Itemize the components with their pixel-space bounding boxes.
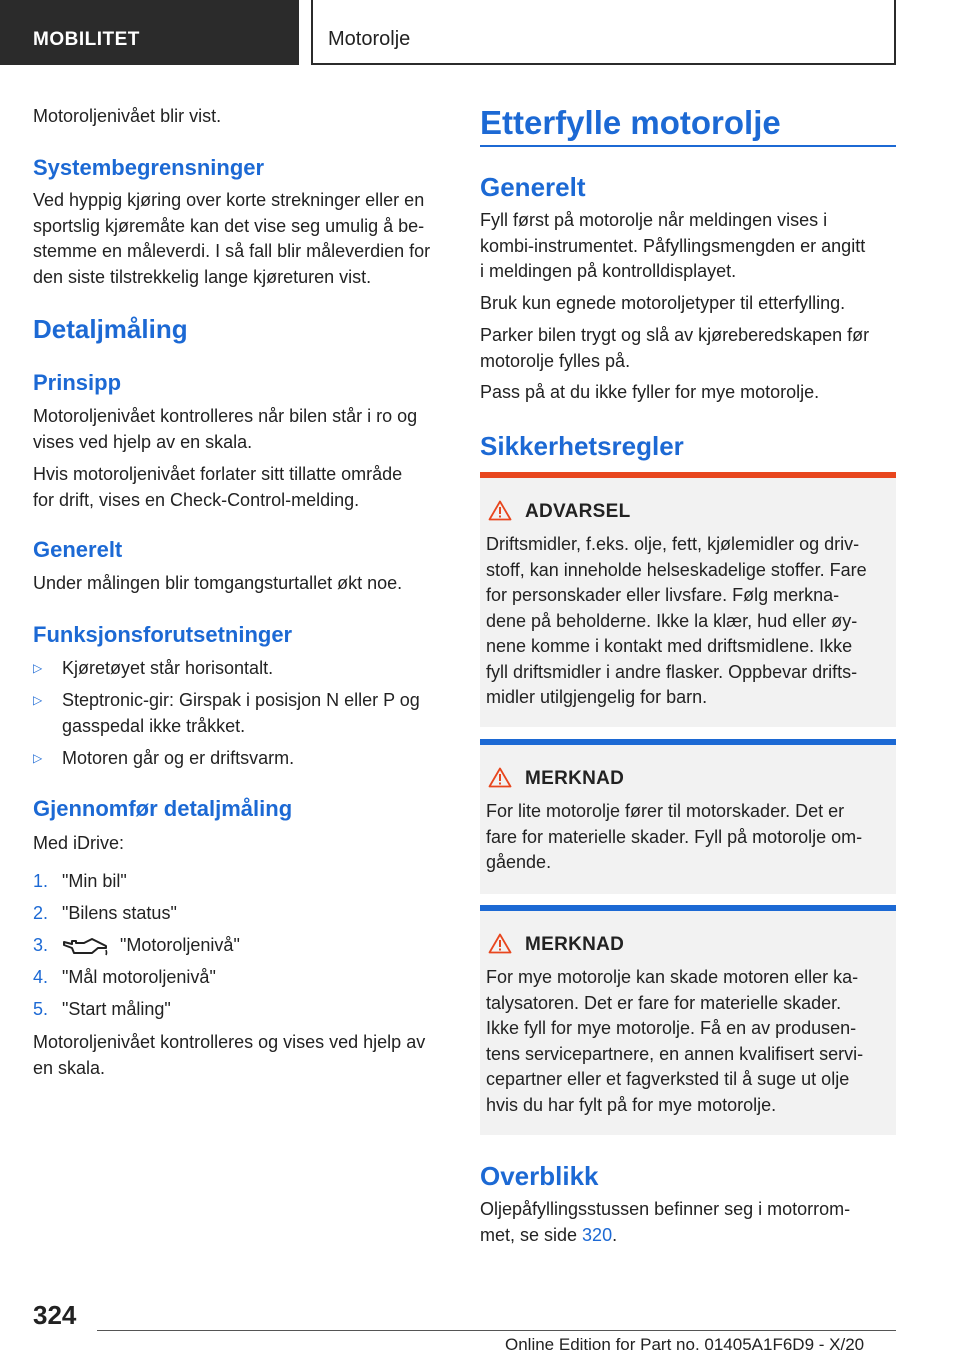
text-line: kombi-instrumentet. Påfyllingsmengden er angitt <box>480 235 866 256</box>
chapter-title: Motorolje <box>328 28 411 50</box>
text-fragment: met, se side <box>480 1224 583 1245</box>
step-text: "Mål motoroljenivå" <box>62 967 216 987</box>
text-line: nene komme i kontakt med driftsmidlene. Ikke <box>486 636 853 656</box>
notice-body <box>486 799 892 876</box>
text-line: talysatoren. Det er fare for materielle skader. <box>486 992 842 1013</box>
warning-triangle-icon <box>488 933 512 954</box>
heading-sikkerhetsregler: Sikkerhetsregler <box>480 431 684 461</box>
step-number: 1. <box>33 871 49 891</box>
footer-divider <box>97 1330 896 1331</box>
generelt-right-p4: Pass på at du ikke fyller for mye motorolje. <box>480 382 820 402</box>
text-line: stoff, kan inneholde helseskadelige stoffer. Fare <box>486 559 867 580</box>
step-number: 4. <box>33 967 49 987</box>
text-line: dene på beholderne. Ikke la klær, hud eller øy- <box>486 610 858 631</box>
text-line: stemme en måleverdi. I så fall blir måleverdien for <box>33 241 431 261</box>
gjennomfor-intro: Med iDrive: <box>33 833 125 853</box>
warning-body <box>486 532 892 711</box>
text-line: Motoroljenivået kontrolleres når bilen står i ro og <box>33 406 418 426</box>
text-line: For lite motorolje fører til motorskader. Det er <box>486 801 845 821</box>
page-title: Etterfylle motorolje <box>480 104 781 141</box>
overblikk-text <box>480 1197 850 1248</box>
warning-box <box>480 472 896 727</box>
section-label: MOBILITET <box>33 29 140 50</box>
generelt-right-p2: Bruk kun egnede motoroljetyper til etterfylling. <box>480 293 846 313</box>
text-line: Motoren går og er driftsvarm. <box>62 748 295 768</box>
heading-prinsipp: Prinsipp <box>33 370 122 395</box>
text-line: en skala. <box>33 1057 106 1078</box>
text-line: vises ved hjelp av en skala. <box>33 431 253 452</box>
text-line: gasspedal ikke tråkket. <box>62 715 246 736</box>
warning-triangle-icon <box>488 500 512 521</box>
text-fragment: . <box>612 1224 618 1245</box>
generelt-left-text: Under målingen blir tomgangsturtallet økt noe. <box>33 573 403 593</box>
gjennomfor-outro <box>33 1030 425 1081</box>
heading-generelt-right: Generelt <box>480 172 586 202</box>
heading-detaljmaling: Detaljmåling <box>33 314 188 344</box>
triangle-bullet-icon: ▷ <box>33 751 43 765</box>
heading-systembegrensninger: Systembegrensninger <box>33 155 265 180</box>
text-line: cepartner eller et fagverksted til å suge ut olje <box>486 1069 850 1089</box>
text-line: Motoroljenivået kontrolleres og vises ved hjelp av <box>33 1032 426 1052</box>
chapter-title-box <box>311 0 896 65</box>
intro-text: Motoroljenivået blir vist. <box>33 106 222 126</box>
text-line: fare for materielle skader. Fyll på motorolje om- <box>486 826 863 847</box>
step-number: 3. <box>33 935 49 955</box>
warning-title: ADVARSEL <box>525 501 631 522</box>
text-line: den siste tilstrekkelig lange kjøreturen vist. <box>33 266 372 287</box>
heading-overblikk: Overblikk <box>480 1161 599 1191</box>
page-number: 324 <box>33 1300 77 1330</box>
heading-generelt-left: Generelt <box>33 537 123 562</box>
warning-bar <box>480 472 896 478</box>
text-line: Parker bilen trygt og slå av kjøreberedskapen før <box>480 325 870 345</box>
text-line: for personskader eller livsfare. Følg merkna- <box>486 585 840 605</box>
notice-box <box>480 905 896 1135</box>
triangle-bullet-icon: ▷ <box>33 661 43 675</box>
title-underline <box>480 145 896 147</box>
warning-triangle-icon <box>488 767 512 788</box>
step-label: "Motoroljenivå" <box>120 935 240 955</box>
text-line: Hvis motoroljenivået forlater sitt tillatte område <box>33 464 403 484</box>
text-line: midler utilgjengelig for barn. <box>486 687 708 707</box>
text-line: For mye motorolje kan skade motoren eller ka- <box>486 967 859 987</box>
text-line: Fyll først på motorolje når meldingen vises i <box>480 210 828 230</box>
text-line: for drift, vises en Check-Control-melding. <box>33 489 360 510</box>
generelt-right-p1 <box>480 208 865 285</box>
step-number: 5. <box>33 999 49 1019</box>
text-line: fyll driftsmidler i andre flasker. Oppbevar drifts- <box>486 661 858 682</box>
triangle-bullet-icon: ▷ <box>33 693 43 707</box>
notice-bar <box>480 739 896 745</box>
text-line: Kjøretøyet står horisontalt. <box>62 658 274 678</box>
text-line: Ikke fyll for mye motorolje. Få en av produsen- <box>486 1018 857 1038</box>
systembegrensninger-text <box>33 188 430 290</box>
prinsipp-p1 <box>33 404 417 455</box>
text-line: Driftsmidler, f.eks. olje, fett, kjølemidler og driv- <box>486 534 860 554</box>
notice-title: MERKNAD <box>525 934 625 955</box>
text-line: i meldingen på kontrolldisplayet. <box>480 261 737 281</box>
text-line: Ved hyppig kjøring over korte strekninger eller en <box>33 190 425 210</box>
notice-box <box>480 739 896 894</box>
text-line: tens servicepartnere, en annen kvalifisert servi- <box>486 1043 864 1064</box>
footer-edition: Online Edition for Part no. 01405A1F6D9 - X/20 <box>505 1335 865 1354</box>
generelt-right-p3 <box>480 323 869 374</box>
step-text: "Bilens status" <box>62 903 177 923</box>
oil-can-icon <box>62 935 110 957</box>
text-line <box>480 1223 850 1249</box>
text-line: gående. <box>486 852 552 872</box>
step-text: "Start måling" <box>62 999 171 1019</box>
text-line: Steptronic-gir: Girspak i posisjon N eller P og <box>62 690 420 710</box>
heading-funksjonsforutsetninger: Funksjonsforutsetninger <box>33 622 293 647</box>
section-tab <box>0 0 299 65</box>
prinsipp-p2 <box>33 462 402 513</box>
text-line: sportslig kjøremåte kan det vise seg umulig å be- <box>33 215 425 236</box>
heading-gjennomfor: Gjennomfør detaljmåling <box>33 796 293 821</box>
text-line: motorolje fylles på. <box>480 350 631 371</box>
notice-title: MERKNAD <box>525 768 625 789</box>
step-text-with-icon <box>62 933 240 959</box>
step-number: 2. <box>33 903 49 923</box>
notice-body <box>486 965 892 1118</box>
text-line: hvis du har fylt på for mye motorolje. <box>486 1094 777 1115</box>
page-reference-link[interactable]: 320 <box>582 1224 613 1245</box>
notice-bar <box>480 905 896 911</box>
text-line: Oljepåfyllingsstussen befinner seg i motorrom- <box>480 1199 851 1219</box>
step-text: "Min bil" <box>62 871 127 891</box>
